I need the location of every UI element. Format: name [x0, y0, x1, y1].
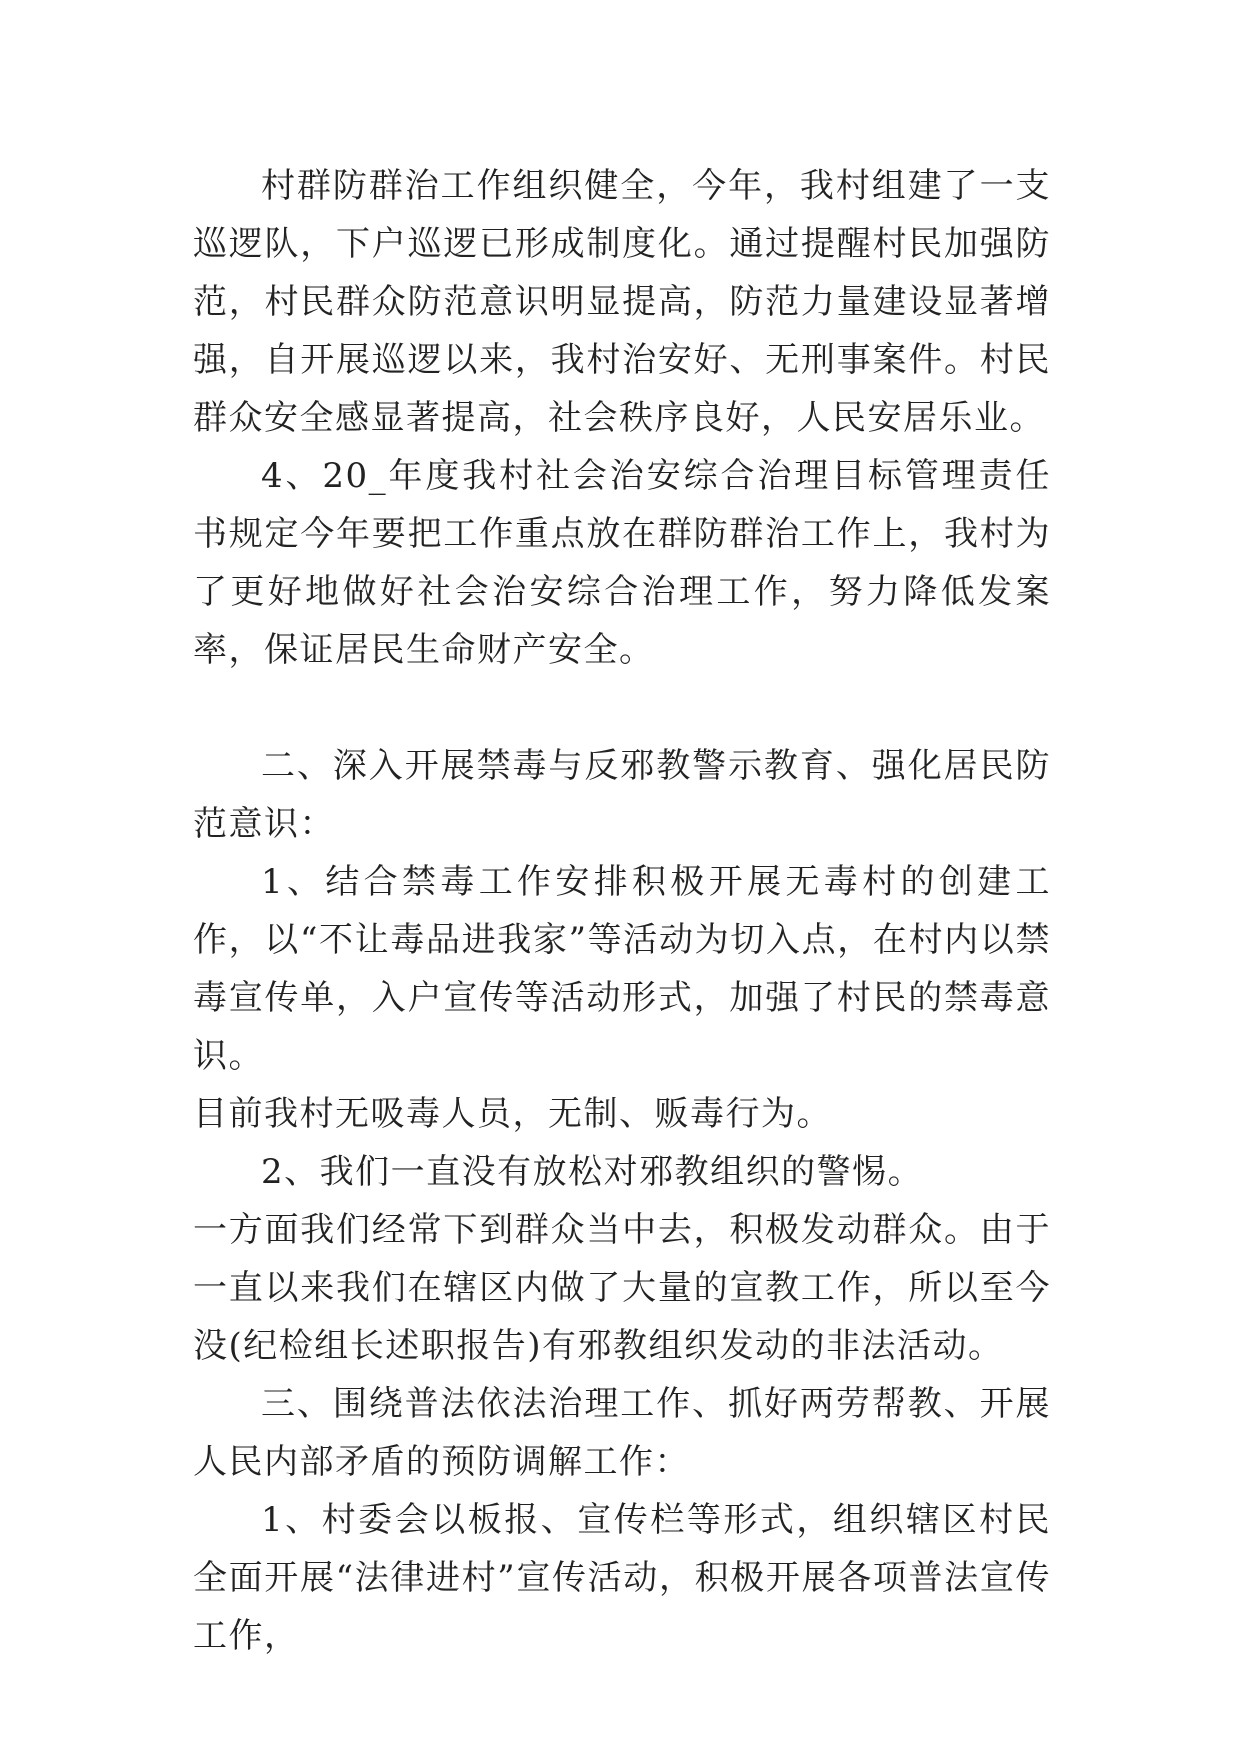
- paragraph-no-drug-users: 目前我村无吸毒人员，无制、贩毒行为。: [193, 1094, 832, 1134]
- paragraph-anti-drug: 1、结合禁毒工作安排积极开展无毒村的创建工作，以“不让毒品进我家”等活动为切入点，在村内以禁毒宣传单，入户宣传等活动形式，加强了村民的禁毒意识。: [193, 862, 1051, 1076]
- document-body: [193, 157, 1051, 1665]
- paragraph-patrol-team: 村群防群治工作组织健全，今年，我村组建了一支巡逻队，下户巡逻已形成制度化。通过提醒村民加强防范，村民群众防范意识明显提高，防范力量建设显著增强，自开展巡逻以来，我村治安好、无刑事案件。村民群众安全感显著提高，社会秩序良好，人民安居乐业。: [193, 166, 1051, 438]
- paragraph-legal-publicity: 1、村委会以板报、宣传栏等形式，组织辖区村民全面开展“法律进村”宣传活动，积极开展各项普法宣传工作，: [193, 1500, 1051, 1656]
- paragraph-mobilize-masses: 一方面我们经常下到群众当中去，积极发动群众。由于一直以来我们在辖区内做了大量的宣教工作，所以至今没(纪检组长述职报告)有邪教组织发动的非法活动。: [193, 1210, 1051, 1366]
- section-heading-2: 二、深入开展禁毒与反邪教警示教育、强化居民防范意识：: [193, 746, 1051, 844]
- paragraph-item-4: 4、20_年度我村社会治安综合治理目标管理责任书规定今年要把工作重点放在群防群治工作上，我村为了更好地做好社会治安综合治理工作，努力降低发案率，保证居民生命财产安全。: [193, 456, 1051, 670]
- paragraph-cult-vigilance: 2、我们一直没有放松对邪教组织的警惕。: [261, 1152, 924, 1192]
- section-heading-3: 三、围绕普法依法治理工作、抓好两劳帮教、开展人民内部矛盾的预防调解工作：: [193, 1384, 1051, 1482]
